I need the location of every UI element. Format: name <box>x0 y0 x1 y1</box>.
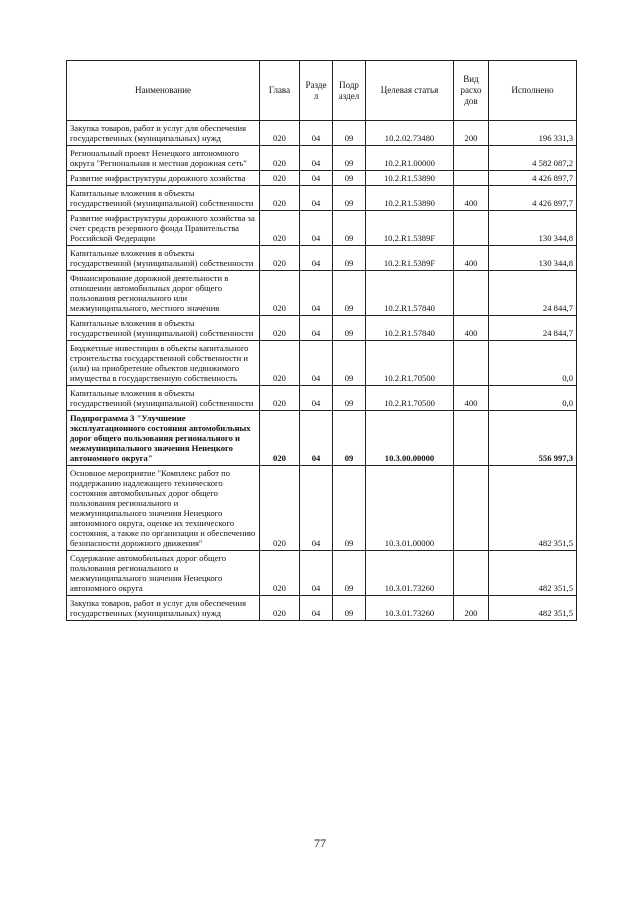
cell-chapter: 020 <box>260 146 300 171</box>
cell-subsection: 09 <box>333 211 366 246</box>
cell-subsection: 09 <box>333 466 366 551</box>
table-row <box>67 186 577 211</box>
cell-executed: 0,0 <box>489 341 577 386</box>
cell-section: 04 <box>300 316 333 341</box>
header-expense: Вид расхо дов <box>454 61 489 121</box>
cell-chapter: 020 <box>260 596 300 621</box>
cell-executed: 24 844,7 <box>489 316 577 341</box>
cell-subsection: 09 <box>333 186 366 211</box>
cell-chapter: 020 <box>260 211 300 246</box>
table-row <box>67 146 577 171</box>
cell-chapter: 020 <box>260 316 300 341</box>
table-header-row <box>67 61 577 121</box>
cell-section: 04 <box>300 386 333 411</box>
cell-section: 04 <box>300 246 333 271</box>
cell-expense <box>454 341 489 386</box>
header-section: Разде л <box>300 61 333 121</box>
cell-executed: 482 351,5 <box>489 551 577 596</box>
header-name: Наименование <box>67 61 260 121</box>
table-row <box>67 171 577 186</box>
cell-target: 10.2.R1.00000 <box>366 146 454 171</box>
cell-executed: 130 344,8 <box>489 246 577 271</box>
cell-expense <box>454 551 489 596</box>
table-body <box>67 121 577 621</box>
cell-target: 10.2.R1.70500 <box>366 341 454 386</box>
cell-expense: 400 <box>454 316 489 341</box>
cell-expense: 400 <box>454 186 489 211</box>
table-row <box>67 466 577 551</box>
cell-executed: 4 426 897,7 <box>489 171 577 186</box>
cell-name: Региональный проект Ненецкого автономного округа "Региональная и местная дорожная сеть" <box>67 146 260 171</box>
cell-expense <box>454 411 489 466</box>
cell-section: 04 <box>300 341 333 386</box>
cell-section: 04 <box>300 146 333 171</box>
cell-executed: 196 331,3 <box>489 121 577 146</box>
cell-name: Подпрограмма 3 "Улучшение эксплуатационного состояния автомобильных дорог общего пользования регионального и межмуниципального значения Ненецкого автономного округа" <box>67 411 260 466</box>
table-row <box>67 341 577 386</box>
cell-expense <box>454 271 489 316</box>
cell-executed: 4 426 897,7 <box>489 186 577 211</box>
cell-name: Закупка товаров, работ и услуг для обеспечения государственных (муниципальных) нужд <box>67 596 260 621</box>
cell-chapter: 020 <box>260 341 300 386</box>
cell-chapter: 020 <box>260 171 300 186</box>
cell-executed: 4 582 087,2 <box>489 146 577 171</box>
cell-subsection: 09 <box>333 551 366 596</box>
cell-name: Закупка товаров, работ и услуг для обеспечения государственных (муниципальных) нужд <box>67 121 260 146</box>
cell-expense: 200 <box>454 121 489 146</box>
cell-name: Развитие инфраструктуры дорожного хозяйства <box>67 171 260 186</box>
cell-expense <box>454 211 489 246</box>
cell-target: 10.2.R1.53890 <box>366 186 454 211</box>
cell-expense: 400 <box>454 246 489 271</box>
cell-executed: 130 344,8 <box>489 211 577 246</box>
header-executed: Исполнено <box>489 61 577 121</box>
cell-subsection: 09 <box>333 386 366 411</box>
cell-subsection: 09 <box>333 146 366 171</box>
cell-name: Финансирование дорожной деятельности в отношении автомобильных дорог общего пользования регионального или межмуниципального, местного значения <box>67 271 260 316</box>
cell-chapter: 020 <box>260 386 300 411</box>
cell-subsection: 09 <box>333 341 366 386</box>
cell-section: 04 <box>300 211 333 246</box>
cell-subsection: 09 <box>333 596 366 621</box>
cell-subsection: 09 <box>333 171 366 186</box>
cell-expense <box>454 146 489 171</box>
cell-section: 04 <box>300 596 333 621</box>
cell-target: 10.3.00.00000 <box>366 411 454 466</box>
cell-chapter: 020 <box>260 121 300 146</box>
cell-executed: 0,0 <box>489 386 577 411</box>
table-row <box>67 411 577 466</box>
header-chapter: Глава <box>260 61 300 121</box>
table-row <box>67 386 577 411</box>
page-number: 77 <box>314 836 326 850</box>
cell-target: 10.3.01.00000 <box>366 466 454 551</box>
cell-name: Капитальные вложения в объекты государственной (муниципальной) собственности <box>67 316 260 341</box>
cell-name: Содержание автомобильных дорог общего пользования регионального и межмуниципального значения Ненецкого автономного округа <box>67 551 260 596</box>
cell-chapter: 020 <box>260 246 300 271</box>
cell-section: 04 <box>300 121 333 146</box>
cell-chapter: 020 <box>260 186 300 211</box>
cell-chapter: 020 <box>260 271 300 316</box>
cell-section: 04 <box>300 171 333 186</box>
cell-section: 04 <box>300 551 333 596</box>
cell-subsection: 09 <box>333 316 366 341</box>
cell-target: 10.3.01.73260 <box>366 551 454 596</box>
cell-section: 04 <box>300 186 333 211</box>
cell-name: Развитие инфраструктуры дорожного хозяйства за счет средств резервного фонда Правительства Российской Федерации <box>67 211 260 246</box>
cell-subsection: 09 <box>333 271 366 316</box>
cell-chapter: 020 <box>260 411 300 466</box>
cell-section: 04 <box>300 466 333 551</box>
header-target: Целевая статья <box>366 61 454 121</box>
table-row <box>67 121 577 146</box>
cell-target: 10.2.R1.57840 <box>366 316 454 341</box>
table-row <box>67 596 577 621</box>
cell-chapter: 020 <box>260 466 300 551</box>
cell-expense: 200 <box>454 596 489 621</box>
header-subsection: Подр аздел <box>333 61 366 121</box>
cell-executed: 556 997,3 <box>489 411 577 466</box>
cell-target: 10.2.R1.5389F <box>366 211 454 246</box>
cell-name: Бюджетные инвестиции в объекты капитального строительства государственной собственности и (или) на приобретение объектов недвижимого имущества в государственную собственность <box>67 341 260 386</box>
cell-expense <box>454 466 489 551</box>
cell-name: Капитальные вложения в объекты государственной (муниципальной) собственности <box>67 386 260 411</box>
cell-target: 10.2.R1.70500 <box>366 386 454 411</box>
cell-subsection: 09 <box>333 411 366 466</box>
cell-executed: 482 351,5 <box>489 596 577 621</box>
table-row <box>67 551 577 596</box>
cell-expense: 400 <box>454 386 489 411</box>
cell-name: Капитальные вложения в объекты государственной (муниципальной) собственности <box>67 186 260 211</box>
cell-section: 04 <box>300 271 333 316</box>
cell-subsection: 09 <box>333 121 366 146</box>
cell-target: 10.2.R1.57840 <box>366 271 454 316</box>
cell-name: Основное мероприятие "Комплекс работ по поддержанию надлежащего технического состояния автомобильных дорог общего пользования регионального и межмуниципального значения Ненецкого автономного округа, оценке их технического состояния, а также по организации и обеспечению безопасности дорожного движения" <box>67 466 260 551</box>
cell-expense <box>454 171 489 186</box>
cell-name: Капитальные вложения в объекты государственной (муниципальной) собственности <box>67 246 260 271</box>
table-row <box>67 246 577 271</box>
cell-target: 10.3.01.73260 <box>366 596 454 621</box>
cell-target: 10.2.R1.5389F <box>366 246 454 271</box>
cell-executed: 24 844,7 <box>489 271 577 316</box>
cell-target: 10.2.R1.53890 <box>366 171 454 186</box>
cell-section: 04 <box>300 411 333 466</box>
budget-table <box>66 60 577 621</box>
table-row <box>67 271 577 316</box>
cell-target: 10.2.02.73480 <box>366 121 454 146</box>
table-row <box>67 211 577 246</box>
table-row <box>67 316 577 341</box>
cell-executed: 482 351,5 <box>489 466 577 551</box>
cell-subsection: 09 <box>333 246 366 271</box>
cell-chapter: 020 <box>260 551 300 596</box>
